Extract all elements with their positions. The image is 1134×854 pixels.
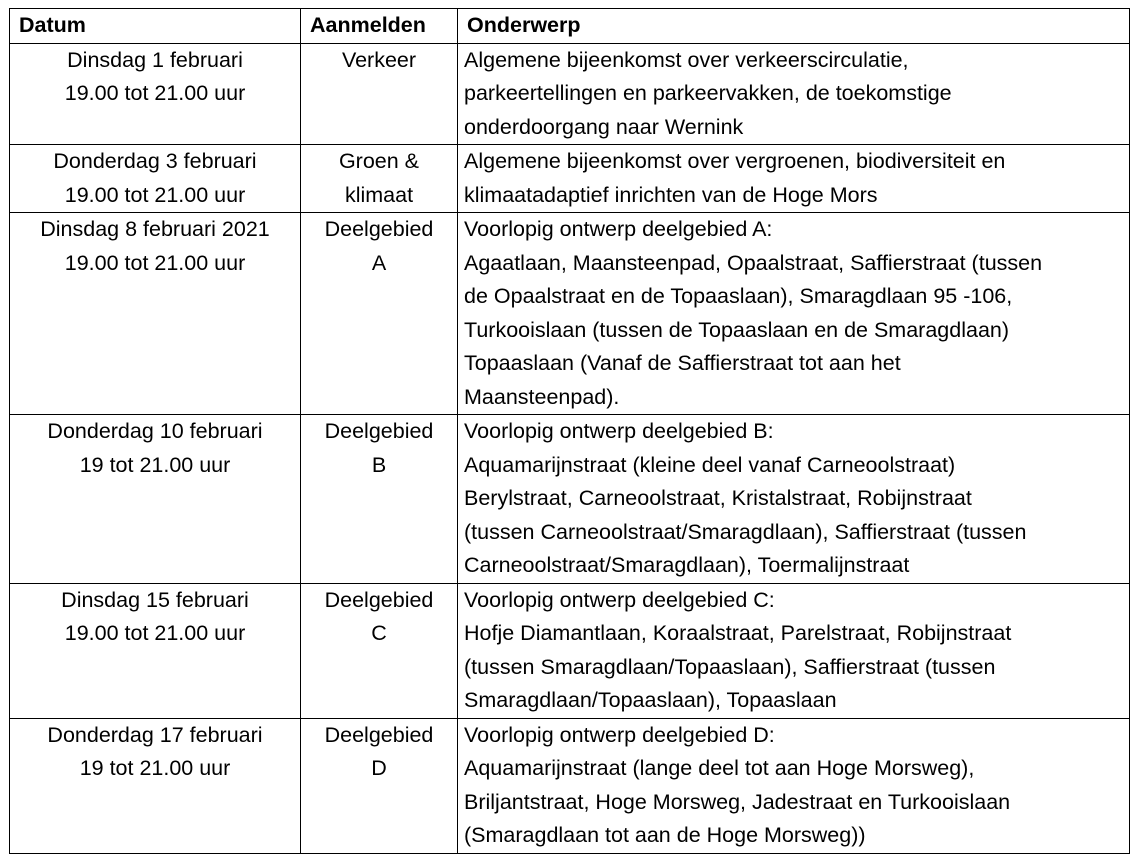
topic-line: Hofje Diamantlaan, Koraalstraat, Parelstraat, Robijnstraat xyxy=(464,621,1012,645)
topic-line: de Opaalstraat en de Topaaslaan), Smaragdlaan 95 -106, xyxy=(464,284,1013,308)
register-cell xyxy=(301,43,458,145)
topic-line: Turkooislaan (tussen de Topaaslaan en de Smaragdlaan) xyxy=(464,317,1010,342)
register-line: Groen & xyxy=(338,149,420,173)
register-line: Verkeer xyxy=(341,47,417,72)
topic-line: Voorlopig ontwerp deelgebied D: xyxy=(464,722,775,747)
date-line: 19.00 tot 21.00 uur xyxy=(64,621,246,645)
table-header xyxy=(10,9,1130,44)
date-cell xyxy=(10,583,301,718)
register-line: Deelgebied xyxy=(324,722,434,747)
header-row xyxy=(10,9,1130,44)
topic-cell xyxy=(458,583,1130,718)
register-line: Deelgebied xyxy=(324,419,434,443)
topic-line: Briljantstraat, Hoge Morsweg, Jadestraat en Turkooislaan xyxy=(464,789,1011,814)
topic-line: Topaaslaan (Vanaf de Saffierstraat tot aan het xyxy=(464,351,901,375)
register-line: D xyxy=(371,756,387,780)
date-cell xyxy=(10,718,301,853)
header-datum: Datum xyxy=(10,9,301,44)
topic-cell xyxy=(458,213,1130,415)
date-line: Dinsdag 15 februari xyxy=(61,587,249,612)
register-cell xyxy=(301,145,458,213)
topic-line: Berylstraat, Carneoolstraat, Kristalstraat, Robijnstraat xyxy=(464,486,972,510)
topic-line: klimaatadaptief inrichten van de Hoge Mors xyxy=(464,182,878,207)
topic-line: Aquamarijnstraat (lange deel tot aan Hoge Morsweg), xyxy=(464,756,975,780)
topic-line: Voorlopig ontwerp deelgebied C: xyxy=(464,587,775,612)
date-line: Dinsdag 1 februari xyxy=(67,47,243,72)
table-body xyxy=(10,43,1130,853)
date-line: Donderdag 10 februari xyxy=(47,419,263,443)
date-line: Dinsdag 8 februari 2021 xyxy=(40,217,270,241)
topic-line: Agaatlaan, Maansteenpad, Opaalstraat, Saffierstraat (tussen xyxy=(464,250,1043,275)
register-line: klimaat xyxy=(344,182,414,207)
topic-line: Voorlopig ontwerp deelgebied A: xyxy=(464,217,773,241)
topic-cell xyxy=(458,145,1130,213)
register-line: Deelgebied xyxy=(324,217,434,241)
date-cell xyxy=(10,43,301,145)
date-line: Donderdag 17 februari xyxy=(47,722,263,747)
topic-line: parkeertellingen en parkeervakken, de toekomstige xyxy=(464,81,952,105)
table-row xyxy=(10,415,1130,584)
topic-line: (Smaragdlaan tot aan de Hoge Morsweg)) xyxy=(464,823,866,847)
date-line: Donderdag 3 februari xyxy=(53,149,257,173)
date-line: 19 tot 21.00 uur xyxy=(79,756,231,780)
register-cell xyxy=(301,718,458,853)
topic-line: Smaragdlaan/Topaaslaan), Topaaslaan xyxy=(464,688,837,712)
meeting-schedule-table xyxy=(9,8,1130,854)
register-cell xyxy=(301,415,458,584)
topic-cell xyxy=(458,43,1130,145)
topic-line: Algemene bijeenkomst over vergroenen, biodiversiteit en xyxy=(464,149,1006,173)
topic-line: Voorlopig ontwerp deelgebied B: xyxy=(464,419,774,443)
header-onderwerp: Onderwerp xyxy=(458,9,1130,44)
table-row xyxy=(10,718,1130,853)
topic-cell xyxy=(458,415,1130,584)
date-line: 19 tot 21.00 uur xyxy=(79,452,231,477)
topic-cell xyxy=(458,718,1130,853)
register-cell xyxy=(301,213,458,415)
header-aanmelden: Aanmelden xyxy=(301,9,458,44)
topic-line: Aquamarijnstraat (kleine deel vanaf Carneoolstraat) xyxy=(464,452,956,477)
date-line: 19.00 tot 21.00 uur xyxy=(64,182,246,207)
topic-line: (tussen Smaragdlaan/Topaaslaan), Saffierstraat (tussen xyxy=(464,654,996,679)
date-cell xyxy=(10,415,301,584)
register-line: B xyxy=(371,452,387,477)
table-row xyxy=(10,145,1130,213)
table-row xyxy=(10,213,1130,415)
date-cell xyxy=(10,213,301,415)
topic-line: (tussen Carneoolstraat/Smaragdlaan), Saffierstraat (tussen xyxy=(464,519,1027,544)
date-line: 19.00 tot 21.00 uur xyxy=(64,81,246,105)
topic-line: Maansteenpad). xyxy=(464,384,620,409)
register-line: C xyxy=(371,621,387,645)
table-row xyxy=(10,583,1130,718)
table-row xyxy=(10,43,1130,145)
topic-line: Algemene bijeenkomst over verkeerscirculatie, xyxy=(464,47,909,72)
register-cell xyxy=(301,583,458,718)
topic-line: onderdoorgang naar Wernink xyxy=(464,114,744,139)
register-line: A xyxy=(371,250,387,275)
date-cell xyxy=(10,145,301,213)
topic-line: Carneoolstraat/Smaragdlaan), Toermalijnstraat xyxy=(464,553,910,577)
date-line: 19.00 tot 21.00 uur xyxy=(64,250,246,275)
register-line: Deelgebied xyxy=(324,587,434,612)
